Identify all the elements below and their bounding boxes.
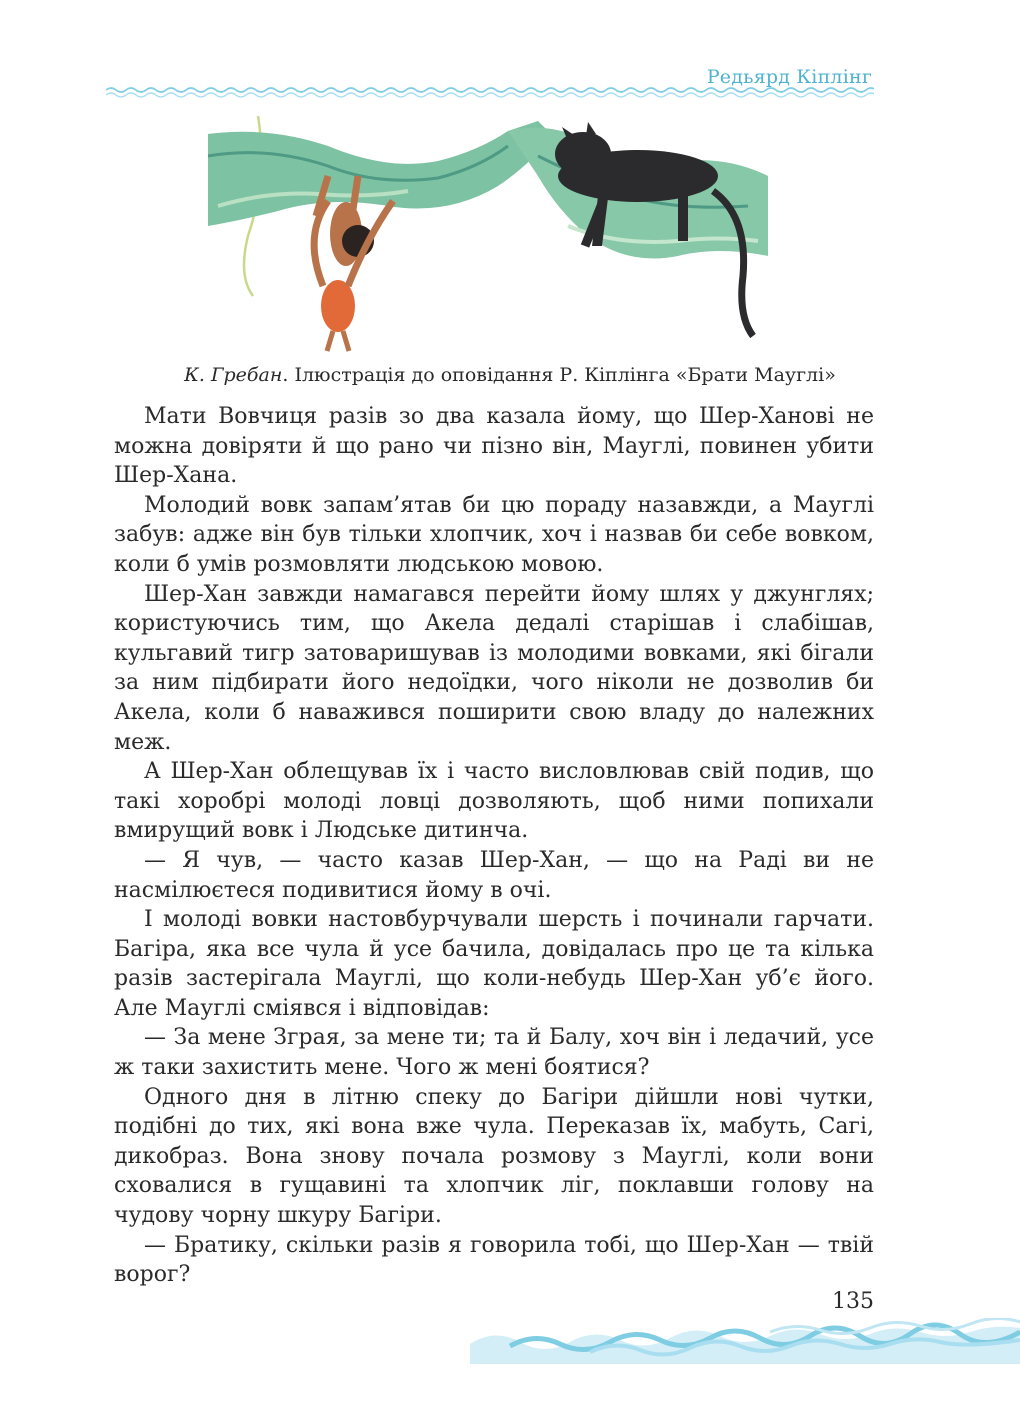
paragraph: — За мене Зграя, за мене ти; та й Балу, хоч він і ледачий, усе ж таки захистить мене. Чого ж мені боятися? bbox=[114, 1025, 874, 1081]
paragraph: Молодий вовк запам’ятав би цю пораду назавжди, а Мауглі забув: адже він був тільки хлопчик, хоч і назвав би себе вовком, коли б умів розмовляти людською мовою. bbox=[114, 492, 874, 577]
caption-text: . Ілюстрація до оповідання Р. Кіплінга «Брати Мауглі» bbox=[282, 364, 836, 386]
illustration-mowgli-bagheera-image bbox=[208, 116, 768, 360]
footer-wave-decoration bbox=[470, 1318, 1020, 1364]
page-number: 135 bbox=[832, 1289, 874, 1314]
paragraph: — Я чув, — часто казав Шер-Хан, — що на Раді ви не насмілюєтеся подивитися йому в очі. bbox=[114, 847, 874, 903]
paragraph: — Братику, скільки разів я говорила тобі, що Шер-Хан — твій ворог? bbox=[114, 1232, 874, 1288]
illustration-caption bbox=[0, 364, 1020, 386]
paragraph: І молоді вовки настовбурчували шерсть і починали гарчати. Багіра, яка все чула й усе бачила, довідалась про це та кілька разів застерігала Мауглі, що коли-небудь Шер-Хан уб’є його. Але Мауглі сміявся і відповідав: bbox=[114, 907, 874, 1021]
header-wave-decoration bbox=[106, 86, 874, 98]
caption-author: К. Гребан bbox=[184, 364, 283, 386]
running-head: Редьярд Кіплінг bbox=[706, 66, 872, 88]
paragraph: Одного дня в літню спеку до Багіри дійшли нові чутки, подібні до тих, які вона вже чула. Переказав їх, мабуть, Сагі, дикобраз. Вона знову почала розмову з Мауглі, коли вони сховалися в гущавині та хлопчик ліг, поклавши голову на чудову чорну шкуру Багіри. bbox=[114, 1084, 874, 1229]
paragraph: Шер-Хан завжди намагався перейти йому шлях у джунглях; користуючись тим, що Акела дедалі старішав і слабішав, кульгавий тигр затоваришував із молодими вовками, які бігали за ним підбирати його недоїдки, чого ніколи не дозволив би Акела, коли б наважився поширити свою владу до належних меж. bbox=[114, 581, 874, 755]
body-text bbox=[114, 402, 874, 1290]
paragraph: А Шер-Хан облещував їх і часто висловлював свій подив, що такі хоробрі молоді ловці дозволяють, щоб ними попихали вмирущий вовк і Людське дитинча. bbox=[114, 759, 874, 844]
paragraph: Мати Вовчиця разів зо два казала йому, що Шер-Ханові не можна довіряти й що рано чи пізно він, Мауглі, повинен убити Шер-Хана. bbox=[114, 404, 874, 489]
